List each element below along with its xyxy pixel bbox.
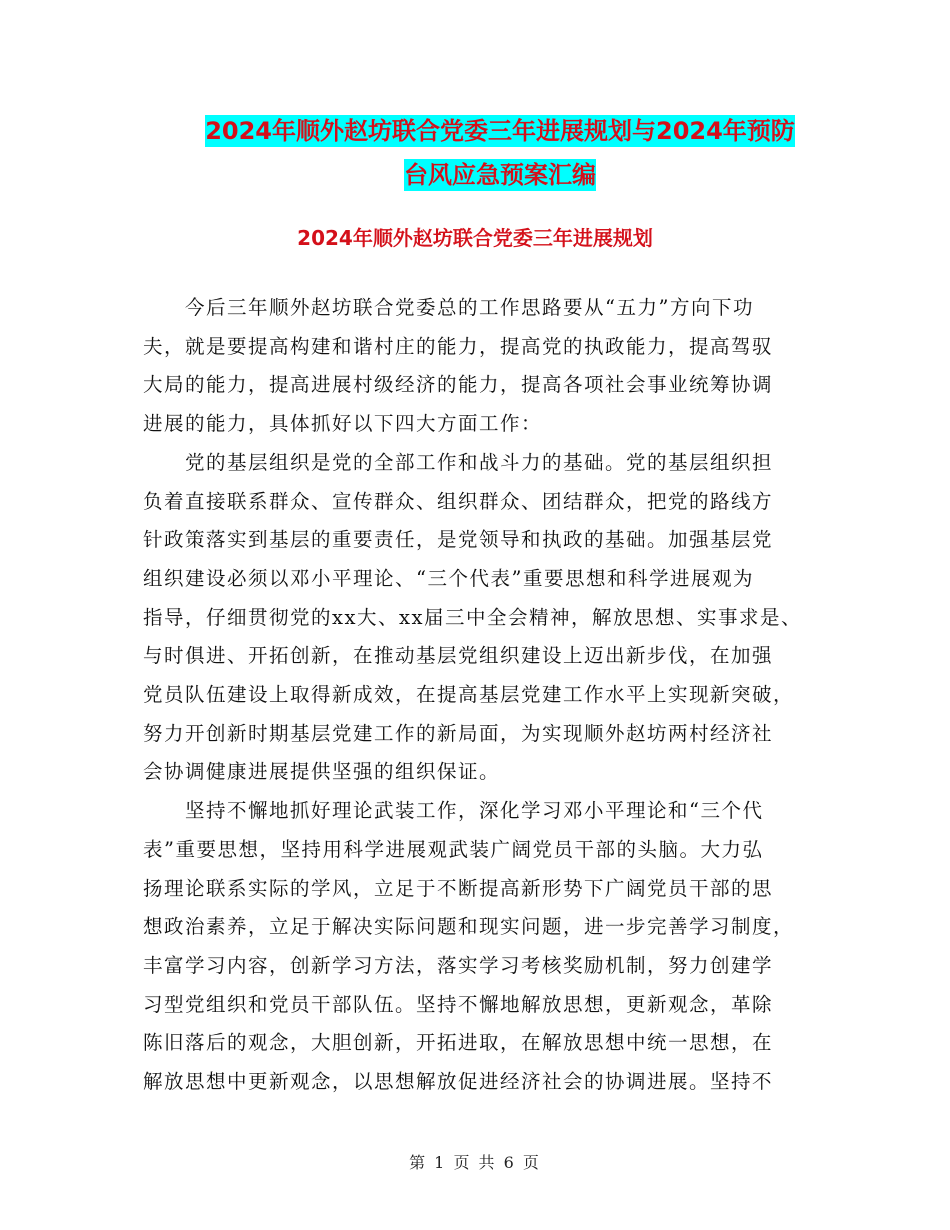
- text-line: 针政策落实到基层的重要责任，是党领导和执政的基础。加强基层党: [143, 528, 774, 552]
- text-line: 组织建设必须以邓小平理论、“三个代表”重要思想和科学进展观为: [143, 566, 754, 590]
- text-line: 今后三年顺外赵坊联合党委总的工作思路要从“五力”方向下功: [185, 296, 754, 319]
- text-line: 丰富学习内容，创新学习方法，落实学习考核奖励机制，努力创建学: [143, 953, 774, 977]
- paragraph-1: [143, 289, 815, 444]
- section-heading: 2024年顺外赵坊联合党委三年进展规划: [297, 226, 653, 250]
- text-line: 表”重要思想，坚持用科学进展观武装广阔党员干部的头脑。大力弘: [143, 837, 764, 861]
- text-line: 习型党组织和党员干部队伍。坚持不懈地解放思想，更新观念，革除: [143, 992, 774, 1016]
- text-line: 党的基层组织是党的全部工作和战斗力的基础。党的基层组织担: [185, 450, 774, 474]
- paragraph-2: [143, 444, 815, 792]
- text-line: 与时俱进、开拓创新，在推动基层党组织建设上迈出新步伐，在加强: [143, 644, 774, 668]
- text-line: 指导，仔细贯彻党的xx大、xx届三中全会精神，解放思想、实事求是、: [143, 605, 802, 629]
- text-line: 想政治素养，立足于解决实际问题和现实问题，进一步完善学习制度，: [143, 915, 795, 939]
- text-line: 党员队伍建设上取得新成效，在提高基层党建工作水平上实现新突破，: [143, 683, 795, 707]
- document-body: [143, 289, 815, 1102]
- title-highlight: 台风应急预案汇编: [404, 161, 596, 189]
- text-line: 努力开创新时期基层党建工作的新局面，为实现顺外赵坊两村经济社: [143, 721, 774, 745]
- text-line: 进展的能力，具体抓好以下四大方面工作：: [143, 412, 543, 436]
- text-line: 解放思想中更新观念，以思想解放促进经济社会的协调进展。坚持不: [143, 1070, 774, 1094]
- text-line: 负着直接联系群众、宣传群众、组织群众、团结群众，把党的路线方: [143, 489, 774, 513]
- page-number-footer: 第 1 页 共 6 页: [409, 1153, 541, 1172]
- text-line: 夫，就是要提高构建和谐村庄的能力，提高党的执政能力，提高驾驭: [143, 334, 774, 358]
- text-line: 会协调健康进展提供坚强的组织保证。: [143, 760, 501, 784]
- text-line: 大局的能力，提高进展村级经济的能力，提高各项社会事业统筹协调: [143, 373, 774, 397]
- document-title-line-2: [140, 155, 860, 195]
- text-line: 坚持不懈地抓好理论武装工作，深化学习邓小平理论和“三个代: [185, 799, 764, 823]
- title-highlight: 2024年顺外赵坊联合党委三年进展规划与2024年预防: [205, 117, 795, 145]
- text-line: 陈旧落后的观念，大胆创新，开拓进取，在解放思想中统一思想，在: [143, 1031, 774, 1055]
- text-line: 扬理论联系实际的学风，立足于不断提高新形势下广阔党员干部的思: [143, 876, 774, 900]
- document-title-line-1: [140, 111, 860, 151]
- paragraph-3: [143, 792, 815, 1102]
